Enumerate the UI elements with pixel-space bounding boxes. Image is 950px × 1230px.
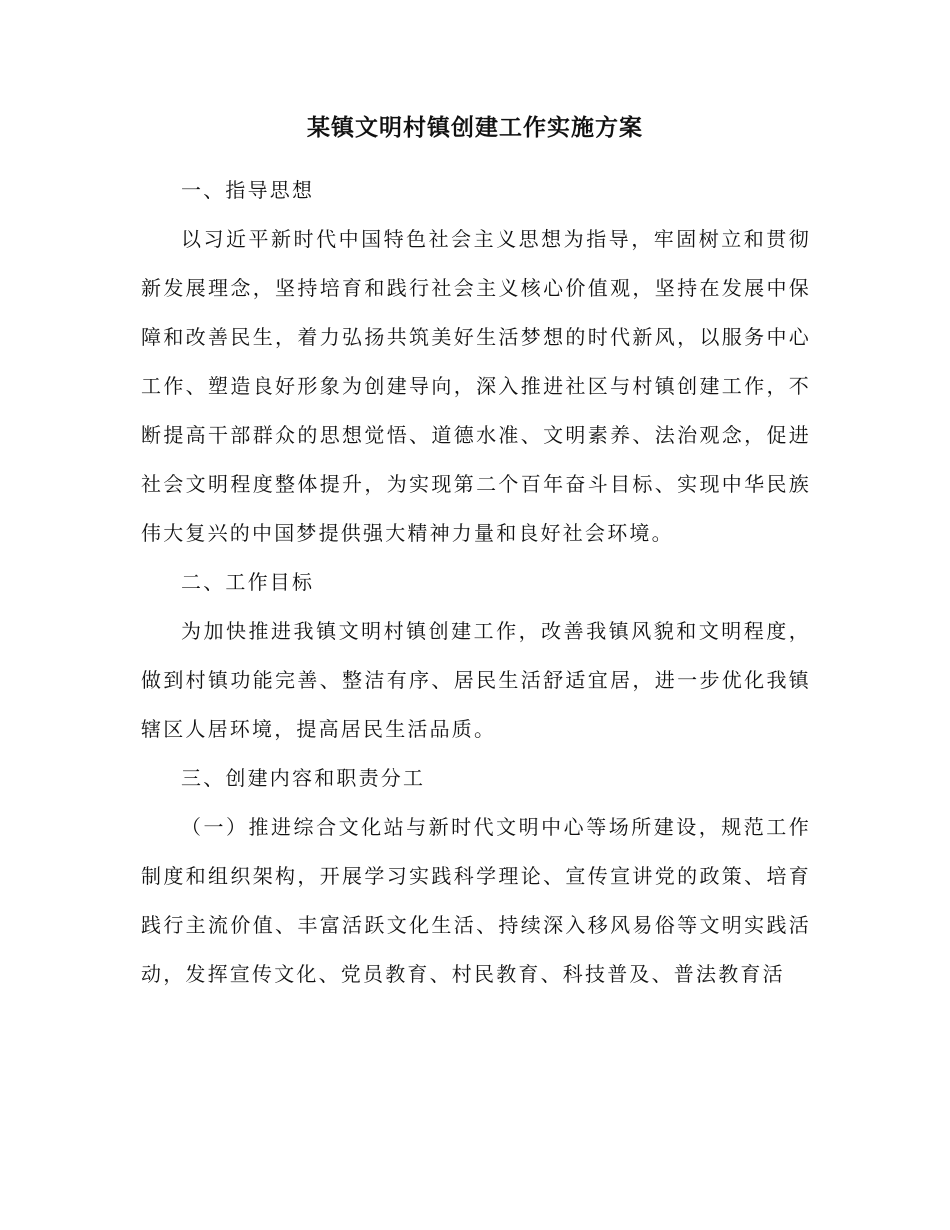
document-title: 某镇文明村镇创建工作实施方案: [307, 114, 643, 141]
section-heading-content: 三、创建内容和职责分工: [181, 766, 426, 790]
section-heading-guiding: 一、指导思想: [181, 178, 315, 202]
section-paragraph-goals: 为加快推进我镇文明村镇创建工作，改善我镇风貌和文明程度，做到村镇功能完善、整洁有序、居民生活舒适宜居，进一步优化我镇辖区人居环境，提高居民生活品质。: [141, 619, 811, 741]
document-body: [141, 166, 811, 999]
section-paragraph-guiding: 以习近平新时代中国特色社会主义思想为指导，牢固树立和贯彻新发展理念，坚持培育和践行社会主义核心价值观，坚持在发展中保障和改善民生，着力弘扬共筑美好生活梦想的时代新风，以服务中心工作、塑造良好形象为创建导向，深入推进社区与村镇创建工作，不断提高干部群众的思想觉悟、道德水准、文明素养、法治观念，促进社会文明程度整体提升，为实现第二个百年奋斗目标、实现中华民族伟大复兴的中国梦提供强大精神力量和良好社会环境。: [141, 227, 811, 545]
section-heading-goals: 二、工作目标: [181, 570, 315, 594]
section-paragraph-content: （一）推进综合文化站与新时代文明中心等场所建设，规范工作制度和组织架构，开展学习实践科学理论、宣传宣讲党的政策、培育践行主流价值、丰富活跃文化生活、持续深入移风易俗等文明实践活动，发挥宣传文化、党员教育、村民教育、科技普及、普法教育活: [141, 815, 811, 986]
